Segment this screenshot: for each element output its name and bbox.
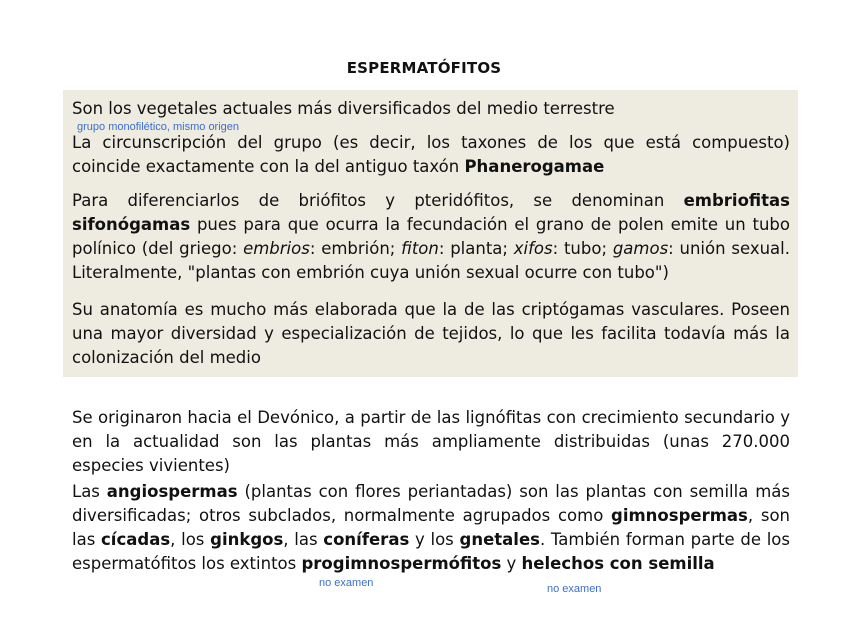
term-gimnospermas: gimnospermas xyxy=(611,506,748,525)
term-phanerogamae: Phanerogamae xyxy=(464,157,605,176)
term-gamos: gamos xyxy=(612,239,669,258)
term-progimnospermofitos: progimnospermófitos xyxy=(301,554,502,573)
term-angiospermas: angiospermas xyxy=(106,482,238,501)
text-span: , las xyxy=(283,530,324,549)
term-cicadas: cícadas xyxy=(101,530,171,549)
term-embrios: embrios xyxy=(243,239,310,258)
text-span: , los xyxy=(170,530,211,549)
text-span: , son las xyxy=(72,506,790,549)
text-span: y xyxy=(501,554,522,573)
annotation-no-examen: no examen xyxy=(319,577,374,589)
term-embriofitas-sifonogamas: embriofitas sifonógamas xyxy=(72,191,790,234)
annotation-monophyletic: grupo monofilético, mismo origen xyxy=(77,121,240,133)
term-xifos: xifos xyxy=(513,239,553,258)
text-span: (plantas con flores periantadas) son las plantas con semilla más diversificadas; otros subclados, normalmente agrupados como xyxy=(72,482,790,525)
text-span: Las xyxy=(72,482,107,501)
paragraph-subclades xyxy=(72,480,790,576)
text-span: . También forman parte de los espermatófitos los extintos xyxy=(72,530,790,573)
text-span: La circunscripción del grupo (es decir, los taxones de los que está compuesto) coincide exactamente con la del antiguo taxón xyxy=(72,133,790,176)
page-title: ESPERMATÓFITOS xyxy=(346,59,502,77)
text-span: : embrión; xyxy=(309,239,402,258)
text-span: pues para que ocurra la fecundación el grano de polen emite un tubo polínico (del griego: xyxy=(72,215,790,258)
text-span: : tubo; xyxy=(552,239,613,258)
term-gnetales: gnetales xyxy=(459,530,540,549)
paragraph-circumscription xyxy=(72,131,790,179)
paragraph-siphonogamous xyxy=(72,189,790,285)
text-span: Para diferenciarlos de briófitos y pteridófitos, se denominan xyxy=(72,191,684,210)
text-span: : planta; xyxy=(438,239,514,258)
paragraph-origin: Se originaron hacia el Devónico, a partir de las lignófitas con crecimiento secundario y en la actualidad son las plantas más ampliamente distribuidas (unas 270.000 especies vivientes) xyxy=(72,408,790,475)
text-span: : unión sexual. Literalmente, "plantas con embrión cuya unión sexual ocurre con tubo") xyxy=(72,239,790,282)
term-fiton: fiton xyxy=(401,239,439,258)
paragraph-anatomy: Su anatomía es mucho más elaborada que la de las criptógamas vasculares. Poseen una mayor diversidad y especialización de tejidos, lo que les facilita todavía más la colonización del medio xyxy=(72,300,790,367)
term-helechos-con-semilla: helechos con semilla xyxy=(521,554,715,573)
term-coniferas: coníferas xyxy=(323,530,410,549)
text-span: y los xyxy=(409,530,460,549)
paragraph-intro: Son los vegetales actuales más diversificados del medio terrestre xyxy=(72,99,615,118)
term-ginkgos: ginkgos xyxy=(210,530,284,549)
annotation-no-examen: no examen xyxy=(547,583,602,595)
